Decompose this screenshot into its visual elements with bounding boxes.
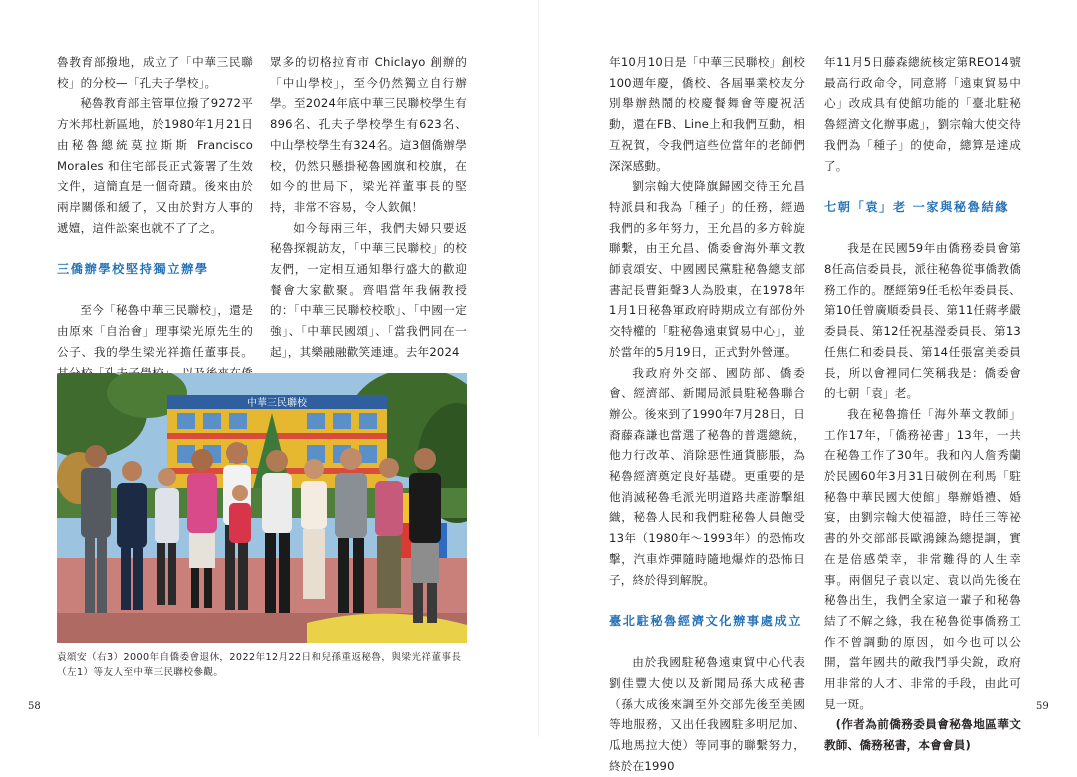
paragraph: 我政府外交部、國防部、僑委會、經濟部、新聞局派員駐秘魯聯合辦公。後來到了1990年7月28日，日裔藤森謙也當選了秘魯的普選總統，他力行改革、消除惡性通貨膨脹，為秘魯經濟奠定良好基礎。更重要的是他消滅秘魯毛派光明道路共產游擊組織，秘魯人民和我們駐秘魯人員飽受13年（1980年～1993年）的恐怖攻擊，汽車炸彈隨時隨地爆炸的恐怖日子，終於得到解脫。 <box>609 365 805 587</box>
paragraph: 我在秘魯擔任「海外華文教師」工作17年，「僑務祕書」13年，一共在秘魯工作了30年。我和內人詹秀蘭於民國60年3月31日破例在利馬「駐秘魯中華民國大使館」舉辦婚禮、婚宴，由劉宗翰大使福證，時任三等祕書的外交部部長歐鴻鍊為總提調，實在是倍感榮幸，非常難得的人生幸事。兩個兒子袁以定、袁以尚先後在秘魯出生，我們全家這一輩子和秘魯結了不解之緣，我在秘魯從事僑務工作不曾調動的原因，如今也可以公開，當年國共的敵我鬥爭尖銳，政府用非常的人才、非常的手段，由此可見一斑。 <box>824 406 1021 711</box>
page-number: 59 <box>1036 701 1049 712</box>
section-heading: 七朝「袁」老 一家與秘魯結緣 <box>824 199 1010 214</box>
left-page <box>0 0 538 737</box>
paragraph: 由於我國駐秘魯遠東貿中心代表劉佳豐大使以及新聞局孫大成秘書（孫大成後來調至外交部先後至美國等地服務，又出任我國駐多明尼加、瓜地馬拉大使）等同事的聯繫努力，終於在1990 <box>609 655 805 773</box>
author-note: (作者為前僑務委員會秘魯地區華文教師、僑務秘書，本會會員) <box>824 717 1021 753</box>
paragraph: 年10月10日是「中華三民聯校」創校100週年慶，僑校、各屆畢業校友分別舉辦熱鬧的校慶餐舞會等慶祝活動，還在FB、Line上和我們互動，相互祝賀，令我們這些位當年的老師們深深感動。 <box>609 55 805 173</box>
left-column-2 <box>270 52 467 363</box>
paragraph: 劉宗翰大使降旗歸國交待王允昌特派員和我為「種子」的任務，經過我們的多年努力，王允昌的多方斡旋聯繫，由王允昌、僑委會海外華文教師袁頌安、中國國民黨駐秘魯總支部書記長曹鉅聲3人為股東，在1978年1月1日秘魯軍政府時期成立有部份外交特權的「駐秘魯遠東貿易中心」，並於當年的5月19日，正式對外營運。 <box>609 179 805 359</box>
group-photo <box>57 373 467 643</box>
section-heading: 三僑辦學校堅持獨立辦學 <box>57 262 209 277</box>
paragraph: 魯教育部撥地，成立了「中華三民聯校」的分校—「孔夫子學校」。 <box>57 55 253 90</box>
left-column-1 <box>57 52 253 404</box>
paragraph: 眾多的切格拉育市 Chiclayo 創辦的「中山學校」，至今仍然獨立自行辦學。至2024年底中華三民聯校學生有896名、孔夫子學校學生有623名、中山學校學生有324名。這3個僑辦學校，仍然只懸掛秘魯國旗和校旗，在如今的世局下，梁光祥董事長的堅持，非常不容易，令人欽佩！ <box>270 55 467 214</box>
section-heading: 臺北駐秘魯經濟文化辦事處成立 <box>609 613 803 628</box>
photo-caption: 袁頌安（右3）2000年自僑委會退休，2022年12月22日和兒孫重返秘魯，與梁光祥董事長（左1）等友人至中華三民聯校參觀。 <box>57 652 462 678</box>
paragraph: 秘魯教育部主管單位撥了9272平方米邦杜新區地，於1980年1月21日由秘魯總統莫拉斯斯 Francisco Morales 和住宅部長正式簽署了生效文件，這簡直是一個奇蹟。後來由於兩岸關係和緩了，又由於對方人事的遞嬗，這件訟案也就不了了之。 <box>57 96 253 235</box>
group-photo-illustration <box>57 373 467 643</box>
page-number: 58 <box>28 701 41 712</box>
school-sign: 中華三民聯校 <box>247 398 307 409</box>
paragraph: 至今「秘魯中華三民聯校」，還是由原來「自治會」理事梁光原先生的公子、我的學生梁光祥擔任董事長。 <box>57 303 253 359</box>
paragraph: 我是在民國59年由僑務委員會第8任高信委員長，派往秘魯從事僑教僑務工作的。歷經第9任毛松年委員長、第10任曾廣順委員長、第11任蔣孝嚴委員長、第12任祝基瀅委員長、第13任焦仁和委員長、第14任張富美委員長，所以會裡同仁笑稱我是：僑委會的七朝「袁」老。 <box>824 241 1021 401</box>
right-column-1 <box>609 52 805 777</box>
paragraph: 如今每兩三年，我們夫婦只要返秘魯探親訪友，「中華三民聯校」的校友們，一定相互通知舉行盛大的歡迎餐會大家歡聚。齊唱當年我倆教授的：「中華三民聯校校歌」、「中國一定強」、「中華民國頌」、「當我們同在一起」，其樂融融歡笑連連。去年2024 <box>270 220 467 359</box>
paragraph: 年11月5日藤森總統核定第REO14號最高行政命令，同意將「遠東貿易中心」改成具有使館功能的「臺北駐秘魯經濟文化辦事處」，劉宗翰大使交待我們為「種子」的使命，總算是達成了。 <box>824 55 1021 173</box>
right-column-2 <box>824 52 1021 756</box>
